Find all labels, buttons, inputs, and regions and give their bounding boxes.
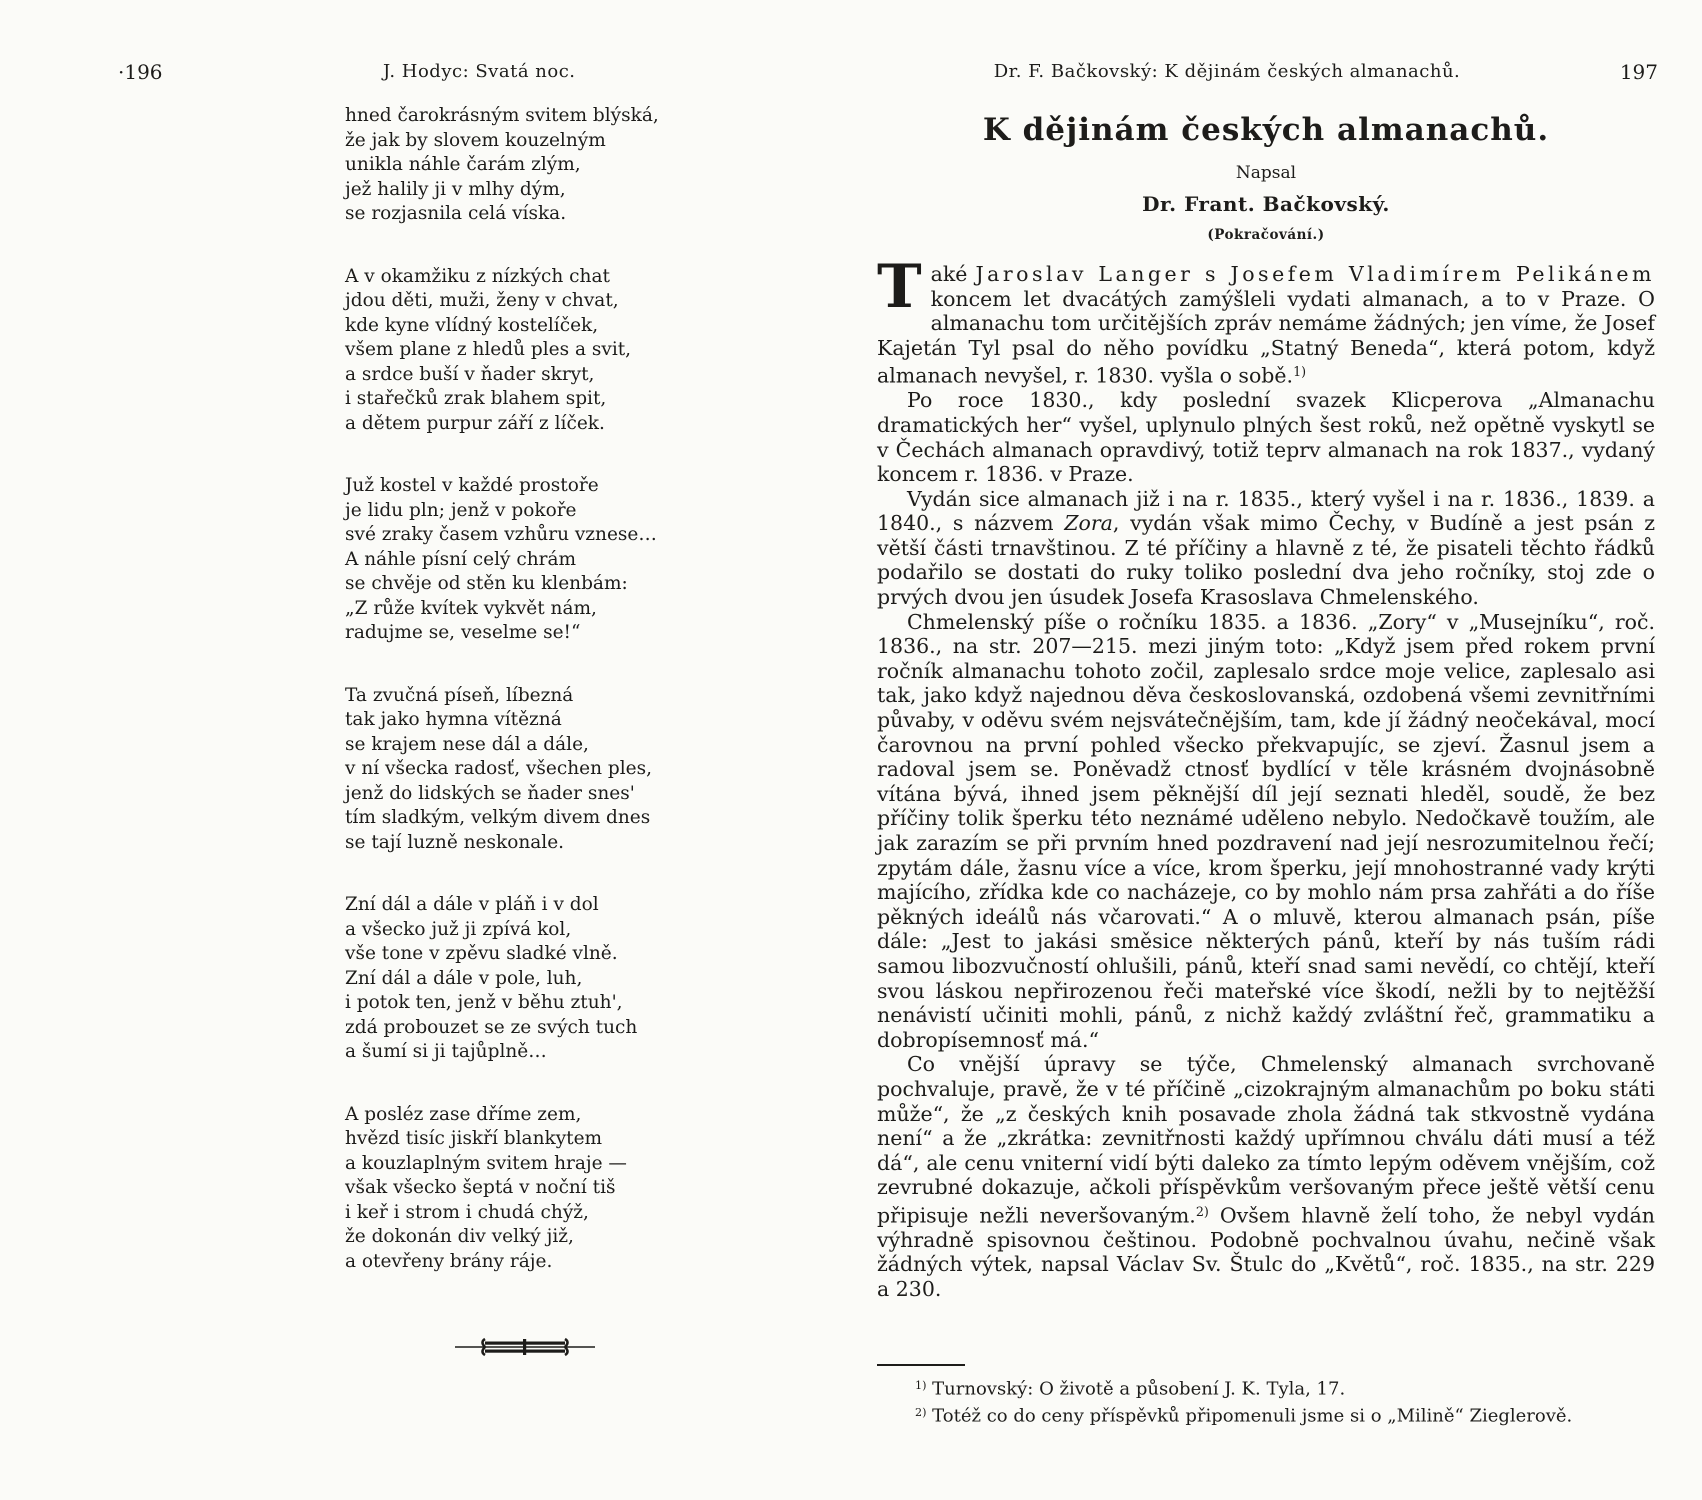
poem-line: jdou děti, muži, ženy v chvat, [345,290,619,311]
footnote-separator-rule [877,1364,965,1366]
poem-stanza [345,265,675,437]
text-segment: Po roce 1830., kdy poslední svazek Klicperova „Almanachu dramatických her“ vyšel, uplynulo plných šest roků, než opětně vyskytl se v Čechách almanach opravdivý, totiž teprv almanach na rok 1837., vydaný koncem r. 1836. v Praze. [877,388,1655,487]
footnote-reference: 1) [1293,364,1307,380]
poem-line: i stařečků zrak blahem spit, [345,388,607,409]
poem-line: tak jako hymna vítězná [345,709,562,730]
poem-line: a všecko juž ji zpívá kol, [345,918,572,940]
poem-line: jež halily ji v mlhy dým, [345,178,566,200]
poem-line: i keř i strom i chudá chýž, [345,1201,589,1223]
poem-line: hvězd tisíc jiskří blankytem [345,1128,603,1149]
poem-line: tím sladkým, velkým divem dnes [345,807,651,828]
poem-line: a kouzlaplným svitem hraje — [345,1152,627,1174]
poem-line: Zní dál a dále v pole, luh, [345,967,583,989]
poem-stanza [345,104,675,227]
footnotes-block [877,1364,1655,1428]
footnote-marker: 2) [915,1406,927,1420]
text-segment: Co vnější úpravy se týče, Chmelenský almanach svrchovaně pochvaluje, pravě, že v té příčině „cizokrajným almanachům po boku státi může“, že „z českých knih posavade zhola žádná tak stkvostně vydána není“ a že „zkrátka: zevnitřnosti každý upřímnou chválu dáti musí a též dá“, ale cenu vniterní vidí býti daleko za tímto lepým oděvem vnějším, což zevrubné dokazuje, ačkoli příspěvkům veršovaným přece ještě větší cenu připisuje nežli neveršovaným. [877,1052,1655,1228]
poem-line: se chvěje od stěn ku klenbám: [345,573,628,594]
poem-line: A posléz zase dříme zem, [345,1103,582,1125]
poem-line: hned čarokrásným svitem blýská, [345,105,659,126]
left-running-header: J. Hodyc: Svatá noc. [383,61,576,82]
poem-line: radujme se, veselme se!“ [345,622,581,643]
text-segment: Ovšem hlavně želí toho, že nebyl vydán výhradně spisovnou češtinou. Podobně pochvalnou úvahu, nečině však žádných výtek, napsal Václav Sv. Štulc do „Květů“, roč. 1835., na str. 229 a 230. [877,1203,1655,1302]
article-paragraph [877,388,1655,486]
poem-line: Zní dál a dále v pláň i v dol [345,894,599,915]
article-byline-label: Napsal [1235,163,1297,183]
text-segment: Jaroslav Langer s Josefem Vladimírem Pelikánem [975,262,1655,286]
footnote-marker: 1) [915,1379,927,1392]
article-heading-block [877,112,1655,243]
article-continuation-note: (Pokračování.) [1207,227,1325,243]
footnote-item: $^{1)}$ Turnovský: O životě a působení J. K. Tyla, 17. [915,1378,1346,1400]
text-segment: koncem let dvacátých zamýšleli vydati almanach, a to v Praze. O almanachu tom určitějších zpráv nemáme žádných; jen víme, že Josef Kajetán Tyl psal do něho povídku „Statný Beneda“, která potom, když almanach nevyšel, r. 1830. vyšla o sobě. [877,286,1655,388]
poem-line: se rozjasnila celá víska. [345,203,567,224]
text-segment: Vydán sice almanach již i na r. 1835., který vyšel i na r. 1836., 1839. a 1840., s názvem [877,486,1655,536]
text-segment: Chmelenský píše o ročníku 1835. a 1836. „Zory“ v „Musejníku“, roč. 1836., na str. 207—215. mezi jiným toto: „Když jsem před rokem první ročník almanachu tohoto zočil, zaplesalo srdce moje velice, zaplesalo asi tak, jako když najednou děva českoslovanská, ozdobená všemi zevnitřními půvaby, v oděvu svém nejsvátečnějším, tam, kde jí žádný neočekával, mocí čarovnou na první pohled všecko překvapujíc, se zjeví. Žasnul jsem a radoval jsem se. Poněvadž ctnosť bydlící v těle krásném dvojnásobně vítána bývá, ihned jsem pěknější díl její seznati hleděl, soudě, že bez příčiny tolik šperku této neznámé uděleno nebylo. Nedočkavě toužím, ale jak zarazím se při prvním hned pozdravení nad její nesrozumitelnou řečí; zpytám dále, žasnu více a více, krom šperku, její mnohostranné vady krýti majícího, zřídka kde co nacházeje, co by mohlo nám prsa zahřáti a do říše pěkných ideálů nás včarovati.“ A o mluvě, kterou almanach psán, píše dále: „Jest to jakási směsice některých pánů, kteří by nás tuším rádi samou libozvučností ohlušili, pánů, kteří snad sami nevědí, co chtějí, kteří svou láskou nepřirozenou řeči mateřské více škodí, nežli by to nejtěžší nenávistí učiniti mohli, pánů, z nichž každý zvláštní řeč, grammatiku a dobropísemnosť má.“ [877,609,1655,1052]
section-divider-icon [455,1334,595,1360]
article-paragraph [877,252,1655,388]
right-page-number: 197 [1619,60,1658,84]
article-body [877,252,1655,1302]
article-title: K dějinám českých almanachů. [982,112,1550,148]
poem-line: „Z růže kvítek vykvět nám, [345,597,597,619]
poem-line: se krajem nese dál a dále, [345,733,589,755]
poem-svata-noc [345,104,675,1312]
poem-line: a dětem purpur září z líček. [345,412,605,434]
poem-line: unikla náhle čarám zlým, [345,154,581,175]
poem-line: kde kyne vlídný kostelíček, [345,314,599,336]
poem-line: že jak by slovem kouzelným [345,129,606,151]
poem-line: je lidu pln; jenž v pokoře [345,499,577,521]
poem-stanza [345,474,675,646]
poem-stanza [345,1103,675,1275]
poem-line: v ní všecka radosť, všechen ples, [345,758,652,779]
poem-line: a otevřeny brány ráje. [345,1250,553,1272]
poem-line: se tají luzně neskonale. [345,831,565,853]
poem-line: a srdce buší v ňader skryt, [345,363,595,385]
poem-line: Ta zvučná píseň, líbezná [345,684,574,706]
article-paragraph [877,1052,1655,1301]
article-author: Dr. Frant. Bačkovský. [1142,192,1390,216]
poem-line: zdá probouzet se ze svých tuch [345,1016,638,1038]
left-page-number: ·196 [118,60,163,84]
drop-cap-initial: T [877,252,922,322]
poem-stanza [345,684,675,856]
poem-line: A v okamžiku z nízkých chat [345,265,610,287]
poem-line: své zraky časem vzhůru vznese… [345,524,657,545]
right-running-header: Dr. F. Bačkovský: K dějinám českých almanachů. [993,61,1461,82]
footnote-item: $^{2)}$ Totéž co do ceny příspěvků připomenuli jsme si o „Milině“ Zieglerově. [915,1405,1573,1427]
poem-line: vše tone v zpěvu sladké vlně. [345,943,618,964]
article-paragraph [877,487,1655,610]
poem-line: všem plane z hledů ples a svit, [345,339,632,360]
text-segment: Zora [1064,511,1113,536]
text-segment: , vydán však mimo Čechy, v Budíně a jest psán z větší části trnavštinou. Z té příčiny a hlavně z té, že pisateli těchto řádků podařilo se dostati do ruky toliko poslední dva jeho ročníky, stoj zde o prvých dvou jen úsudek Josefa Krasoslava Chmelenského. [877,511,1655,610]
poem-stanza [345,893,675,1065]
text-segment: aké [930,262,976,286]
poem-line: že dokonán div velký již, [345,1226,574,1247]
poem-line: Juž kostel v každé prostoře [345,475,599,496]
poem-line: však všecko šeptá v noční tiš [345,1177,616,1198]
poem-line: jenž do lidských se ňader snes' [345,782,635,804]
footnote-reference: 2) [1195,1203,1209,1219]
poem-line: i potok ten, jenž v běhu ztuh', [345,992,623,1013]
poem-line: a šumí si ji tajůplně… [345,1041,547,1062]
article-paragraph [877,610,1655,1053]
poem-line: A náhle písní celý chrám [345,548,577,570]
